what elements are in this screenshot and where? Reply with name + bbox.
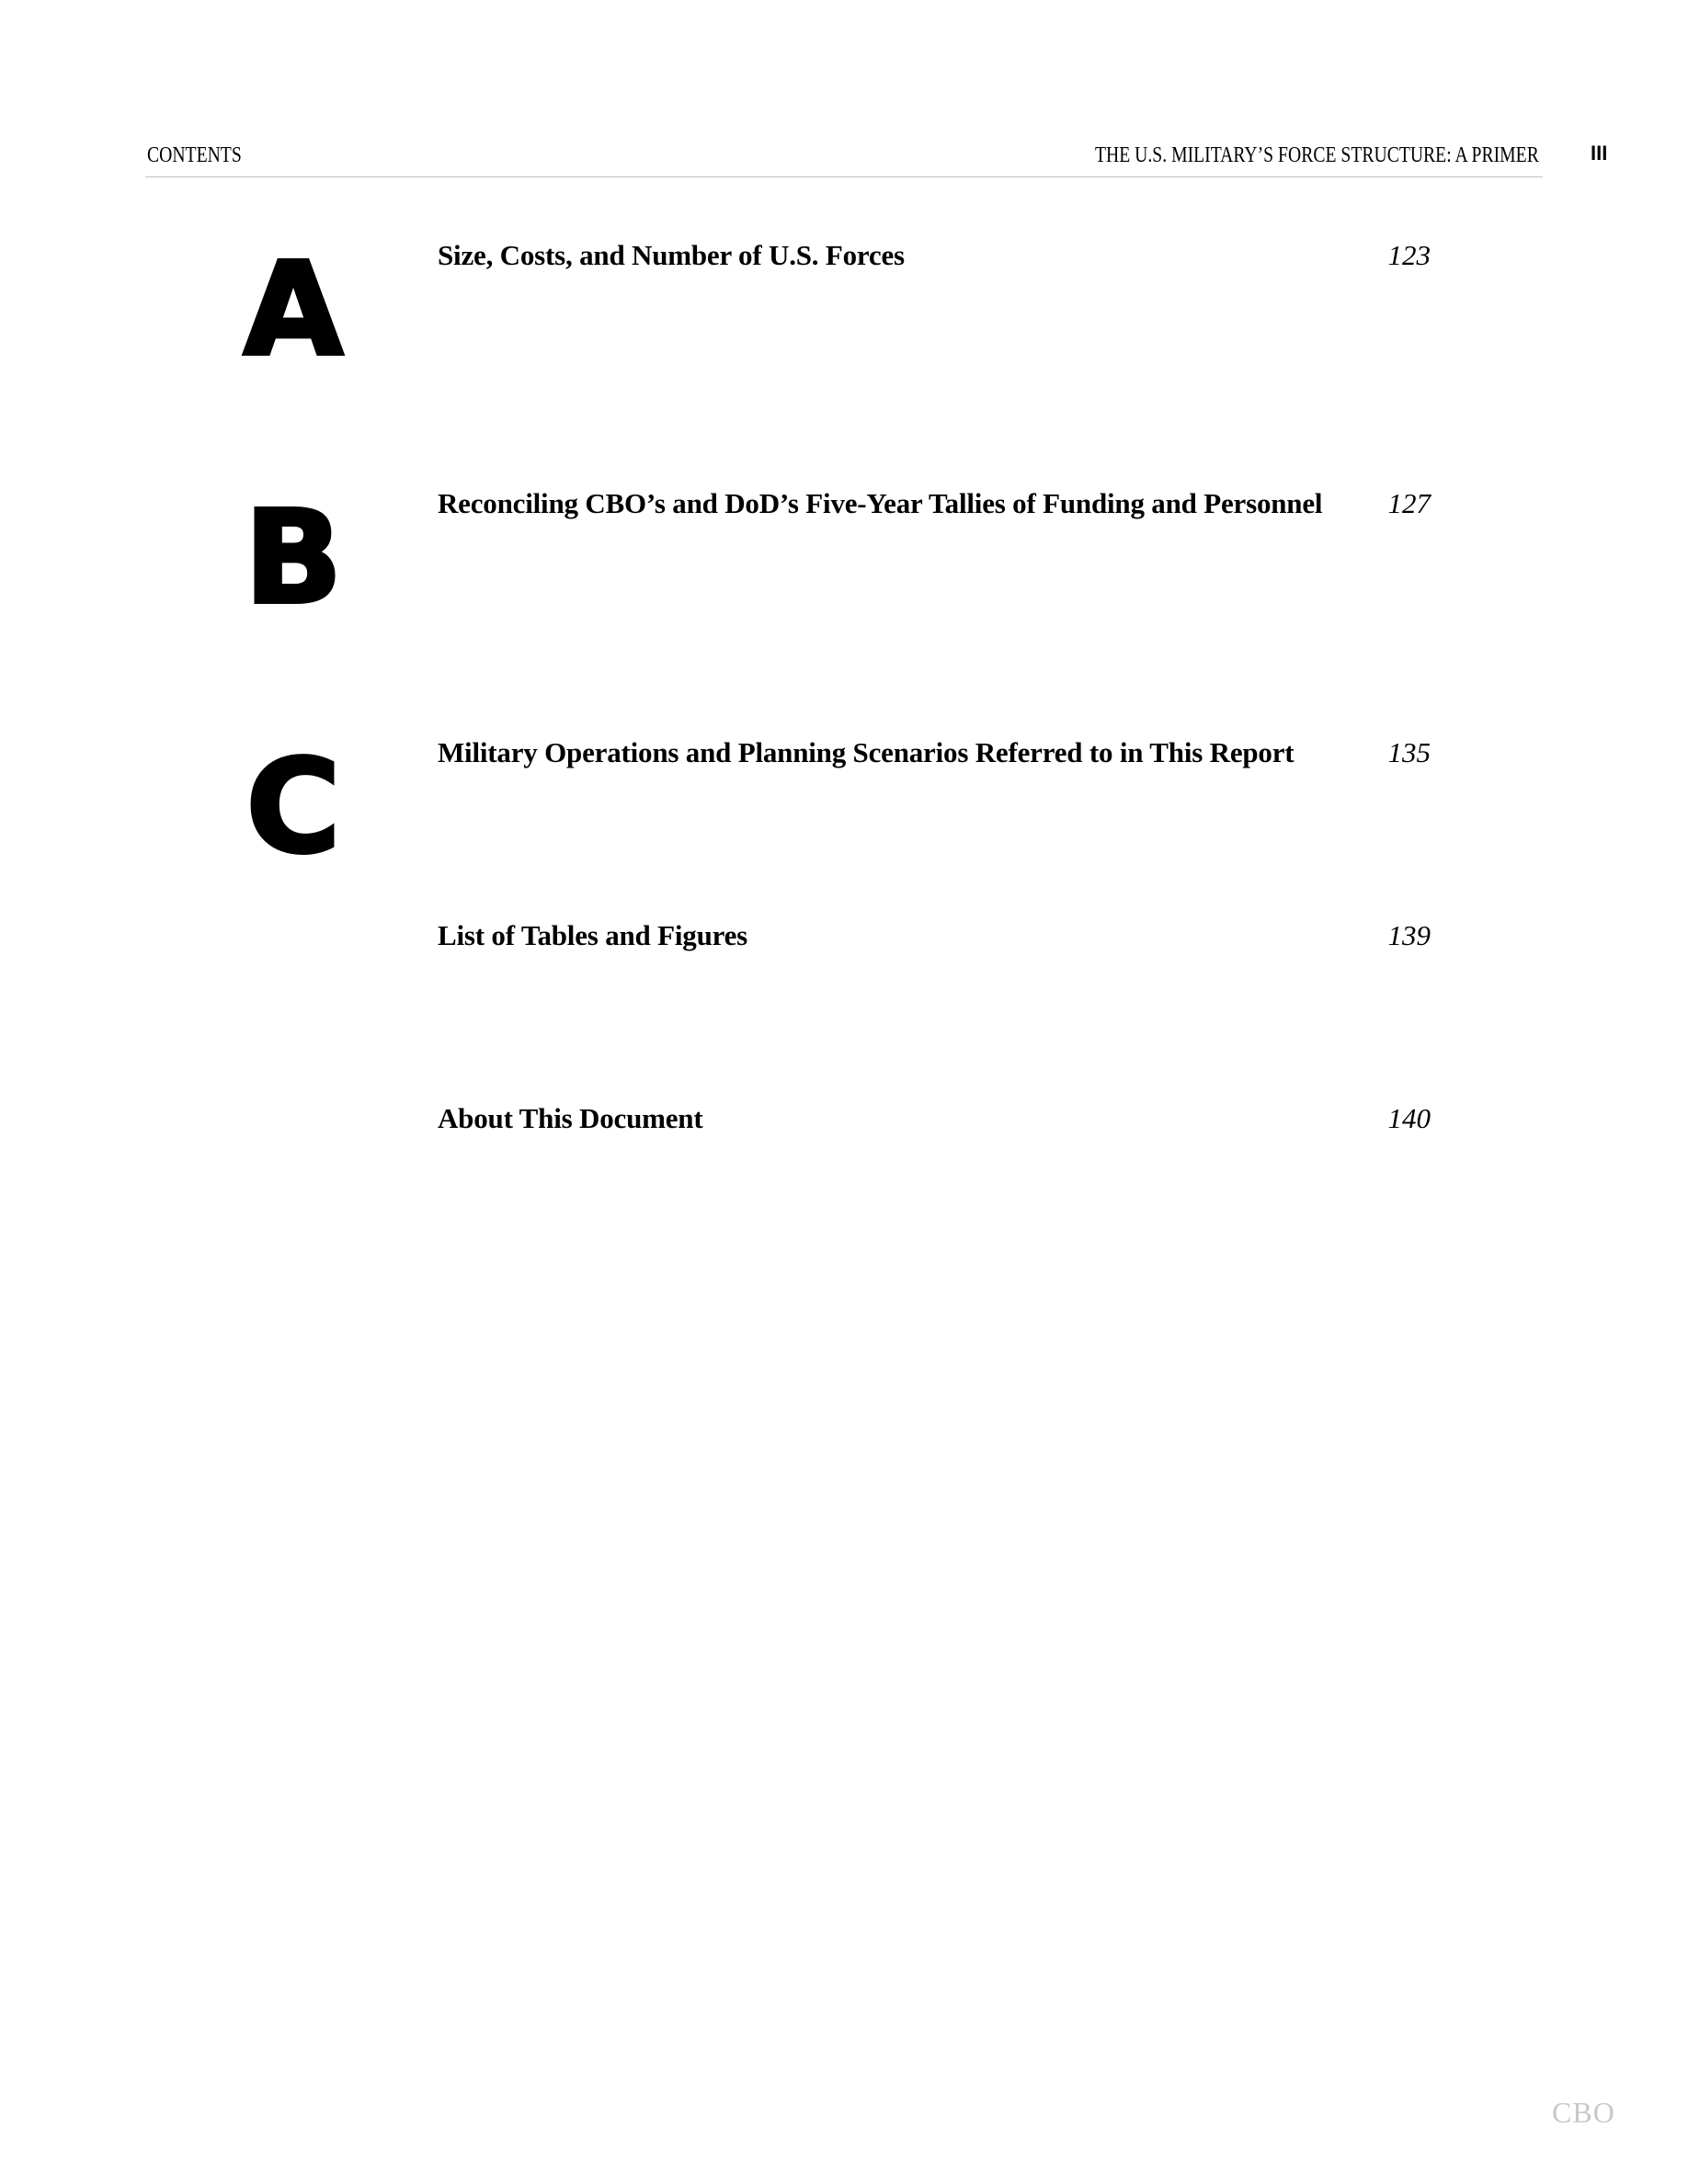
toc-entry-page: 135 — [1387, 736, 1431, 768]
toc-entry-appendix-a[interactable] — [0, 230, 1688, 385]
toc-entry-title[interactable]: Size, Costs, and Number of U.S. Forces — [438, 239, 905, 271]
toc-entry-appendix-c[interactable] — [0, 727, 1688, 882]
running-header-section: CONTENTS — [147, 143, 242, 167]
toc-entry-title[interactable]: About This Document — [438, 1102, 703, 1134]
cbo-logo: CBO — [1552, 2096, 1615, 2129]
toc-entry-title[interactable]: Reconciling CBO’s and DoD’s Five-Year Tallies of Funding and Personnel — [438, 487, 1323, 519]
toc-entry-page: 123 — [1387, 239, 1431, 271]
toc-entry-appendix-b[interactable] — [0, 478, 1688, 633]
toc-entry-page: 127 — [1387, 487, 1431, 519]
appendix-letter: A — [243, 235, 342, 385]
toc-entry-title[interactable]: List of Tables and Figures — [438, 919, 748, 951]
toc-entry-page: 140 — [1387, 1102, 1431, 1134]
appendix-letter: B — [244, 483, 341, 633]
page-number: III — [1591, 142, 1608, 165]
toc-entry-title[interactable]: Military Operations and Planning Scenarios Referred to in This Report — [438, 736, 1295, 768]
toc-entry-about[interactable] — [0, 1093, 1688, 1203]
appendix-letter: C — [245, 733, 339, 882]
toc-entry-page: 139 — [1387, 919, 1431, 951]
running-header-title: THE U.S. MILITARY’S FORCE STRUCTURE: A PRIMER — [1095, 143, 1539, 167]
toc-entry-list-of-tables[interactable] — [0, 910, 1688, 1020]
header-divider — [145, 176, 1543, 177]
